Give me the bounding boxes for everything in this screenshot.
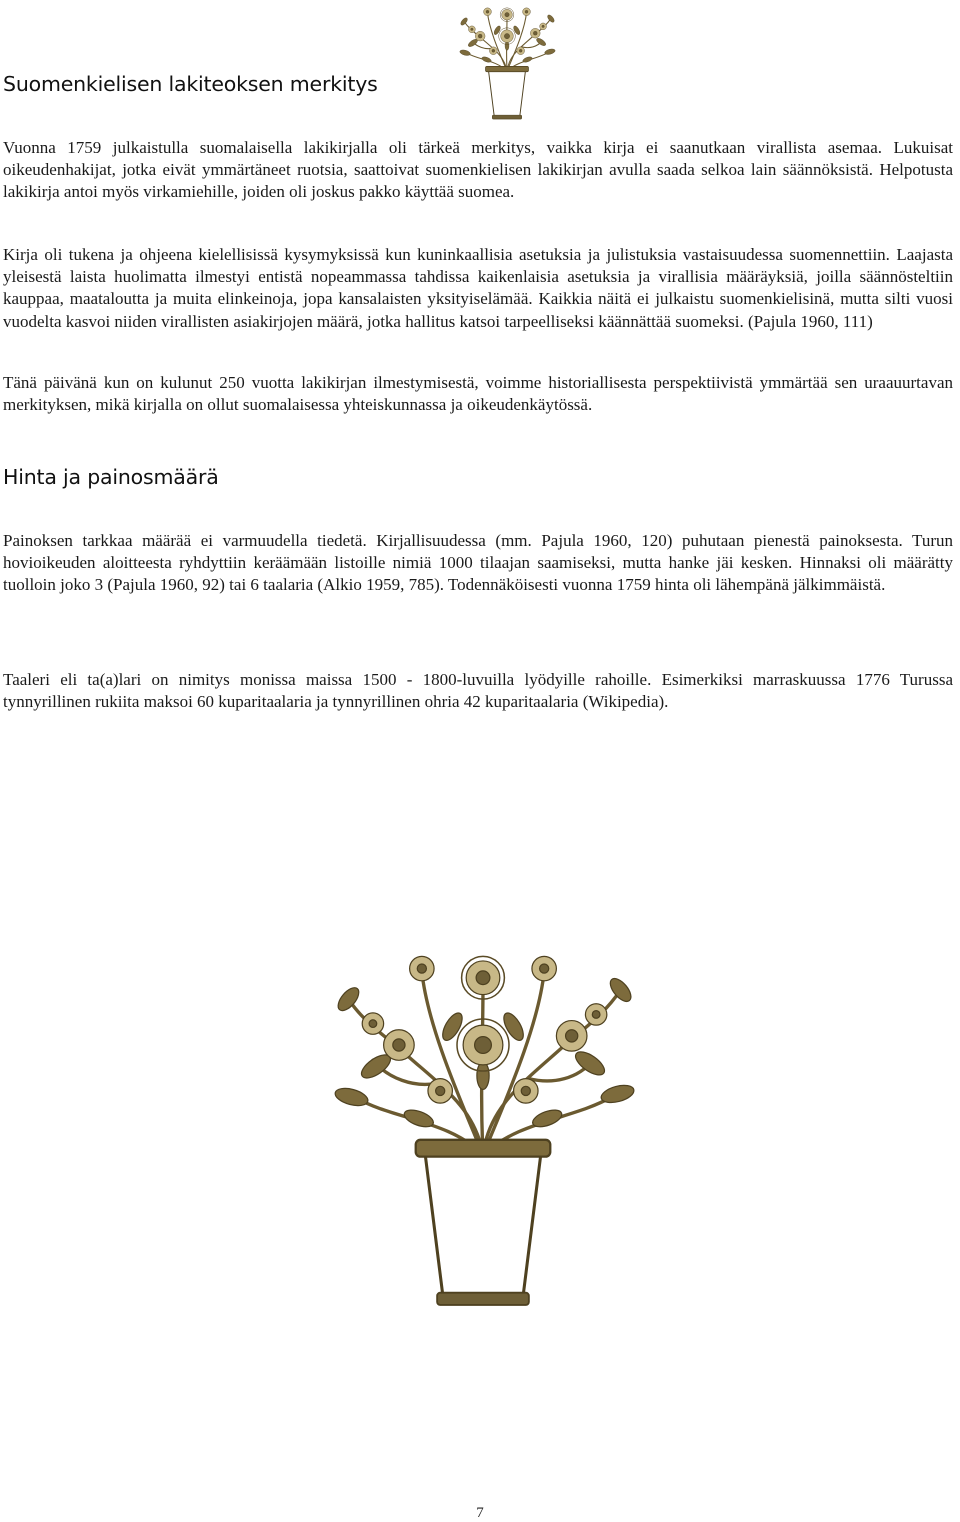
paragraph: Kirja oli tukena ja ohjeena kielellisissä kysymyksissä kun kuninkaallisia asetuksia ja julistuksia vastaisuudessa suomennettiin. Laajasta yleisestä laista huolimatta ilmestyi entistä nopeammassa tahdissa kaikenlaisia asetuksia ja virallisia määräyksiä, joilla säännösteltiin kauppaa, maataloutta ja muita elinkeinoja, jopa kansalaisten yksityiselämää. Kaikkia näitä ei julkaistu suomenkielisinä, mutta silti vuosi vuodelta kasvoi niiden virallisten asiakirjojen määrä, jotka hallitus katsoi tarpeelliseksi käännättää suomeksi. (Pajula 1960, 111) bbox=[3, 245, 953, 331]
flower-basket-ornament bbox=[432, 2, 582, 120]
paragraph: Taaleri eli ta(a)lari on nimitys monissa maissa 1500 - 1800-luvuilla lyödyille rahoille. Esimerkiksi marraskuussa 1776 Turussa tynnyrillinen rukiita maksoi 60 kuparitaalaria ja tynnyrillinen ohria 42 kuparitaalaria (Wikipedia). bbox=[3, 670, 953, 712]
flower-basket-ornament bbox=[330, 938, 636, 1308]
paragraph: Tänä päivänä kun on kulunut 250 vuotta lakikirjan ilmestymisestä, voimme historiallisesta perspektiivistä ymmärtää sen uraauurtavan merkityksen, mikä kirjalla on ollut suomalaisessa yhteiskunnassa ja oikeudenkäytössä. bbox=[3, 373, 953, 415]
paragraph: Vuonna 1759 julkaistulla suomalaisella lakikirjalla oli tärkeä merkitys, vaikka kirja ei saanutkaan virallista asemaa. Lukuisat oikeudenhakijat, jotka eivät ymmärtäneet ruotsia, saattoivat suomenkielisen lakikirjan avulla saada selkoa lain säännöksistä. Helpotusta lakikirja antoi myös virkamiehille, joiden oli joskus pakko käyttää suomea. bbox=[3, 138, 953, 202]
page-number: 7 bbox=[476, 1505, 484, 1521]
paragraph: Painoksen tarkkaa määrää ei varmuudella tiedetä. Kirjallisuudessa (mm. Pajula 1960, 120) puhutaan pienestä painoksesta. Turun hovioikeuden aloitteesta ryhdyttiin keräämään listoille nimiä 1000 tilaajan saamiseksi, mutta hanke jäi kesken. Hinnaksi oli määrätty tuolloin joko 3 (Pajula 1960, 92) tai 6 taalaria (Alkio 1959, 785). Todennäköisesti vuonna 1759 hinta oli lähempänä jälkimmäistä. bbox=[3, 531, 953, 595]
section-heading: Hinta ja painosmäärä bbox=[3, 465, 219, 489]
section-heading: Suomenkielisen lakiteoksen merkitys bbox=[3, 72, 378, 96]
